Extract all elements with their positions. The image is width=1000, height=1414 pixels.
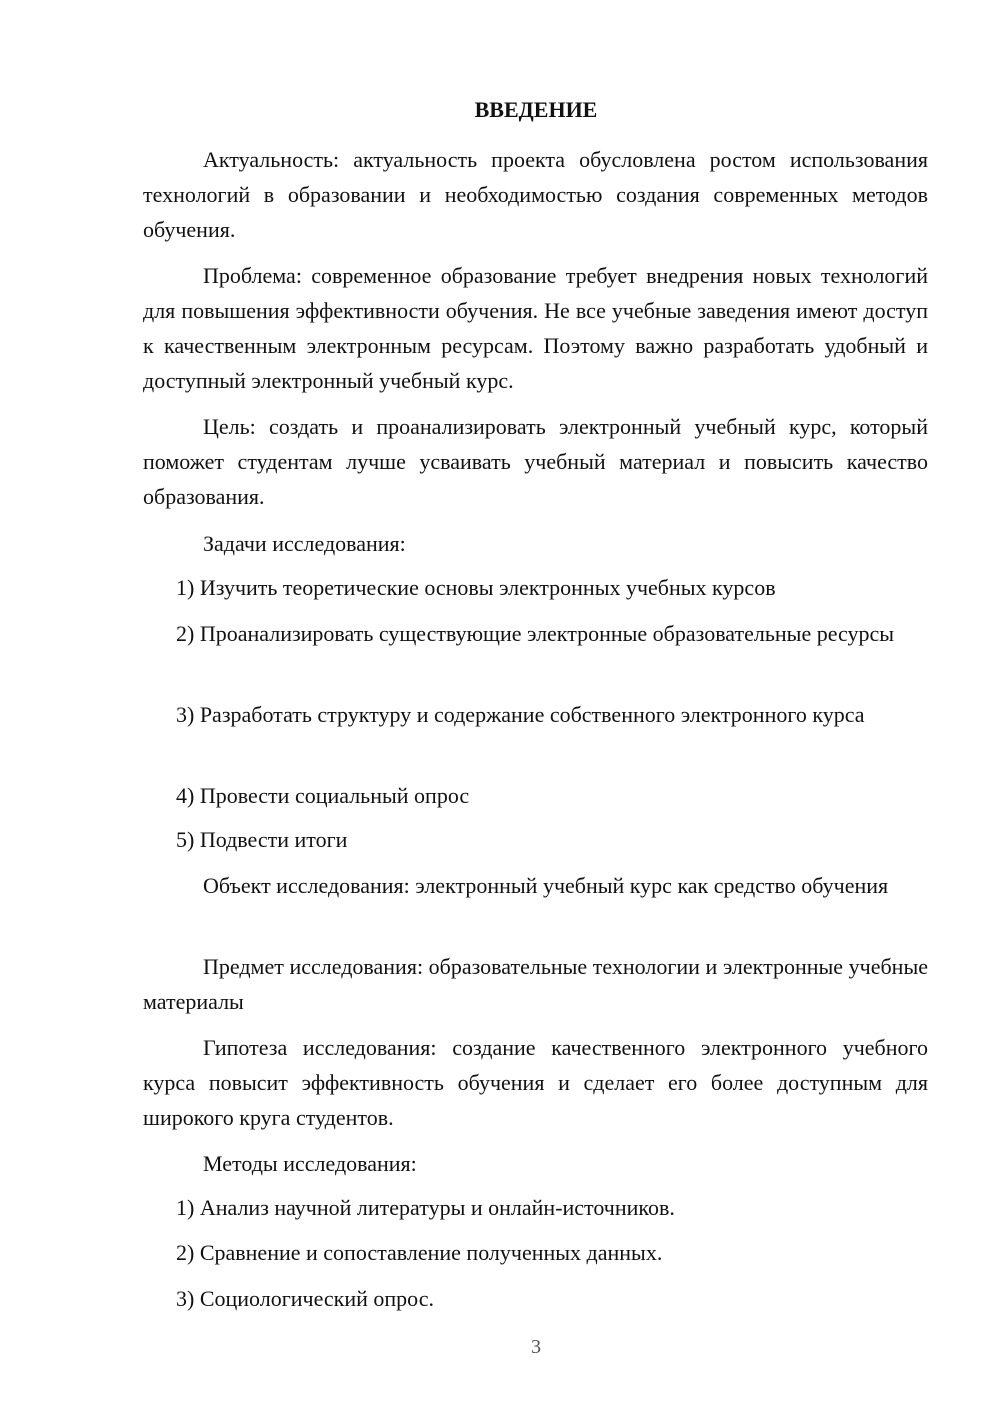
tasks-heading: Задачи исследования: bbox=[203, 531, 406, 556]
task-item-2: 2) Проанализировать существующие электронные образовательные ресурсы bbox=[176, 621, 895, 646]
task-item-1: 1) Изучить теоретические основы электронных учебных курсов bbox=[176, 575, 776, 600]
paragraph-problem: Проблема: современное образование требует внедрения новых технологий для повышения эффективности обучения. Не все учебные заведения имеют доступ к качественным электронным ресурсам. Поэтому важно разработать удобный и доступный электронный учебный курс. bbox=[143, 263, 928, 393]
methods-heading: Методы исследования: bbox=[203, 1151, 417, 1176]
method-item-2: 2) Сравнение и сопоставление полученных данных. bbox=[176, 1240, 663, 1265]
paragraph-object: Объект исследования: электронный учебный курс как средство обучения bbox=[203, 873, 889, 898]
paragraph-hypothesis: Гипотеза исследования: создание качественного электронного учебного курса повысит эффективность обучения и сделает его более доступным для широкого круга студентов. bbox=[143, 1035, 928, 1130]
paragraph-goal: Цель: создать и проанализировать электронный учебный курс, который поможет студентам лучше усваивать учебный материал и повысить качество образования. bbox=[143, 414, 928, 509]
paragraph-relevance: Актуальность: актуальность проекта обусловлена ростом использования технологий в образовании и необходимостью создания современных методов обучения. bbox=[143, 147, 928, 242]
task-item-3: 3) Разработать структуру и содержание собственного электронного курса bbox=[176, 702, 865, 727]
paragraph-subject: Предмет исследования: образовательные технологии и электронные учебные материалы bbox=[143, 954, 928, 1014]
method-item-1: 1) Анализ научной литературы и онлайн-источников. bbox=[176, 1195, 675, 1220]
task-item-4: 4) Провести социальный опрос bbox=[176, 783, 470, 808]
method-item-3: 3) Социологический опрос. bbox=[176, 1286, 434, 1311]
page-title: ВВЕДЕНИЕ bbox=[474, 97, 598, 122]
task-item-5: 5) Подвести итоги bbox=[176, 827, 348, 852]
page-number: 3 bbox=[531, 1336, 541, 1358]
